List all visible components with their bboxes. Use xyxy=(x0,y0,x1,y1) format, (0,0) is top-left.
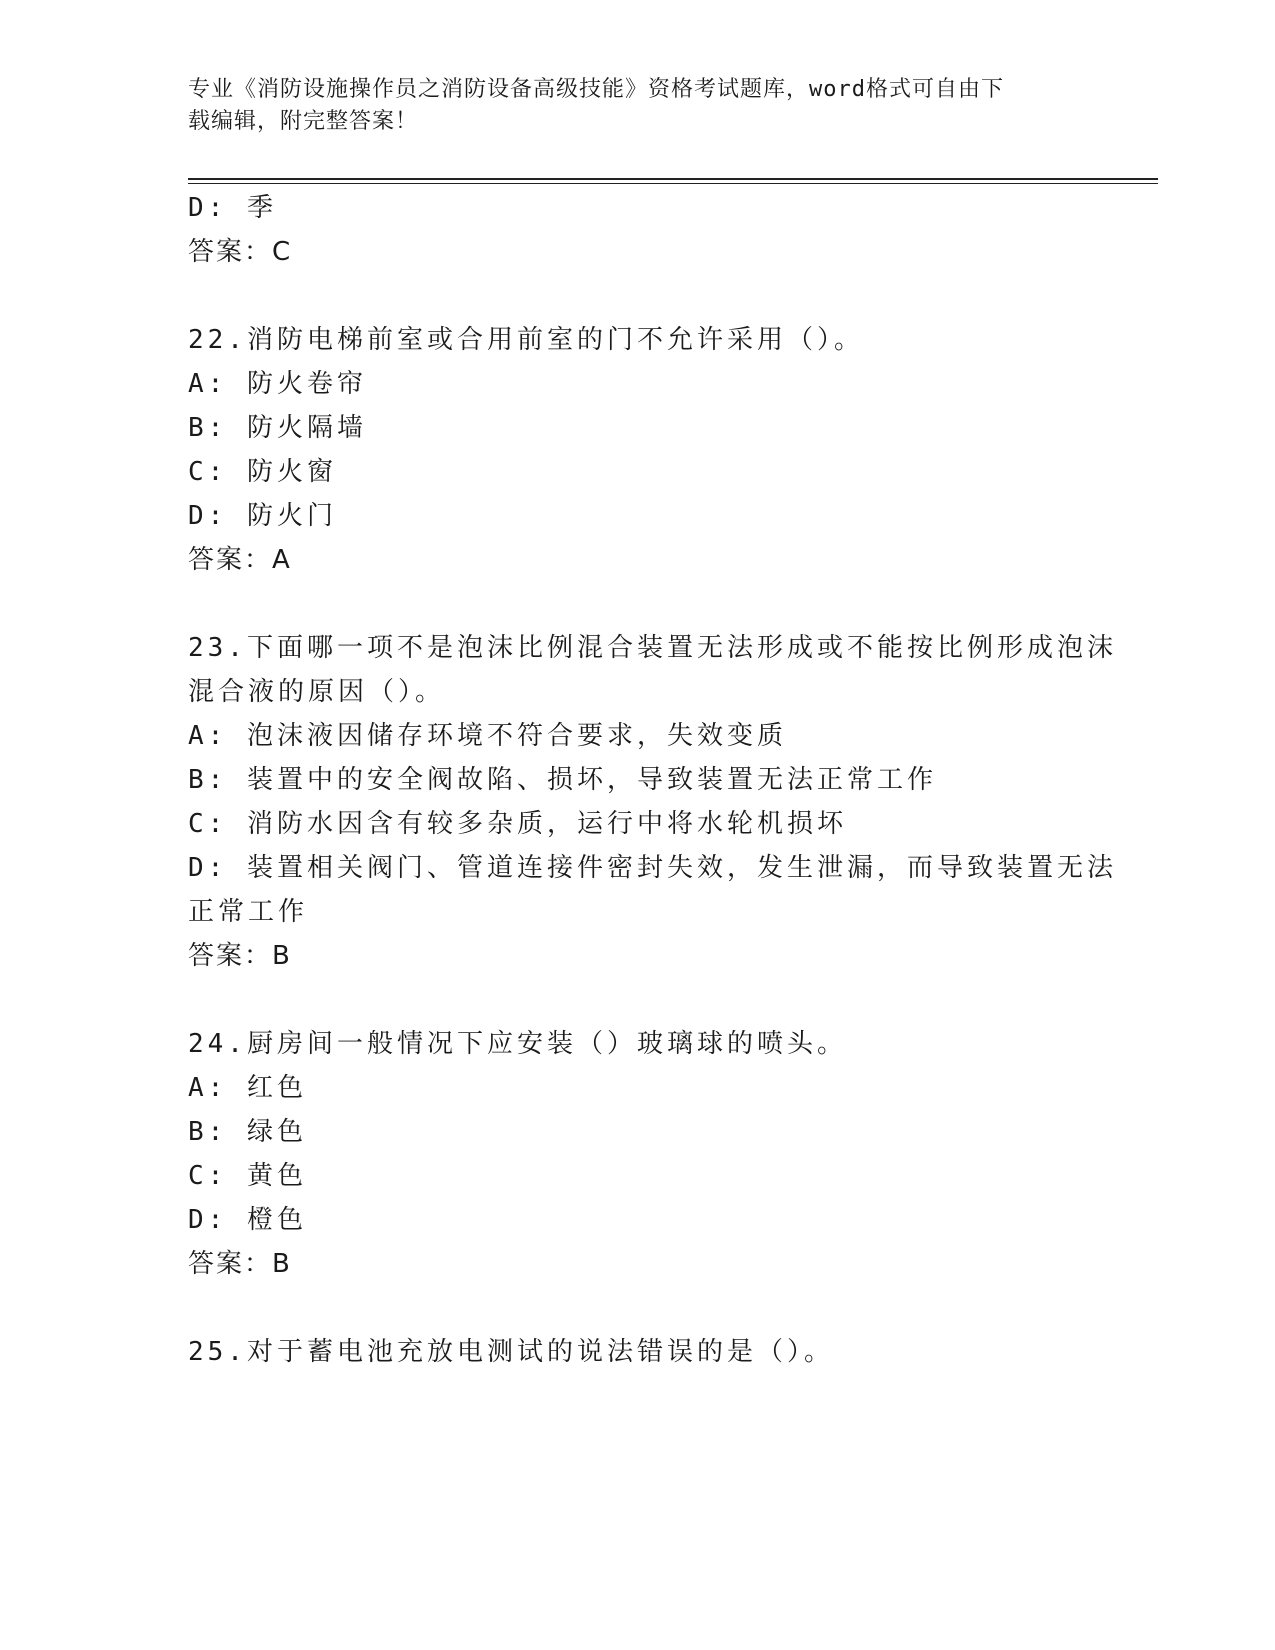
q22-stem: 22.消防电梯前室或合用前室的门不允许采用（）。 xyxy=(188,325,864,355)
document-header xyxy=(188,74,1088,138)
q23-option-d-line-2: 正常工作 xyxy=(188,897,309,927)
q25-stem: 25.对于蓄电池充放电测试的说法错误的是（）。 xyxy=(188,1337,834,1367)
q24-option-d: D: 橙色 xyxy=(188,1205,307,1235)
q22-option-b: B: 防火隔墙 xyxy=(188,413,367,443)
header-divider-thin xyxy=(188,183,1158,184)
prev-option-d: D: 季 xyxy=(188,193,277,223)
q22-option-c: C: 防火窗 xyxy=(188,457,337,487)
q22-answer: 答案：A xyxy=(188,545,292,575)
q22-option-a: A: 防火卷帘 xyxy=(188,369,367,399)
header-divider-thick xyxy=(188,178,1158,180)
q24-answer: 答案：B xyxy=(188,1249,292,1279)
q24-option-c: C: 黄色 xyxy=(188,1161,307,1191)
header-line-2: 载编辑，附完整答案！ xyxy=(188,109,419,134)
q23-option-b: B: 装置中的安全阀故陷、损坏，导致装置无法正常工作 xyxy=(188,765,937,795)
q23-option-c: C: 消防水因含有较多杂质，运行中将水轮机损坏 xyxy=(188,809,847,839)
q23-stem-line-2: 混合液的原因（）。 xyxy=(188,677,446,707)
q24-option-a: A: 红色 xyxy=(188,1073,307,1103)
q23-answer: 答案：B xyxy=(188,941,292,971)
q23-option-a: A: 泡沫液因储存环境不符合要求，失效变质 xyxy=(188,721,787,751)
q23-option-d-line-1: D: 装置相关阀门、管道连接件密封失效，发生泄漏，而导致装置无法 xyxy=(188,853,1117,883)
q22-option-d: D: 防火门 xyxy=(188,501,337,531)
q23-stem-line-1: 23.下面哪一项不是泡沫比例混合装置无法形成或不能按比例形成泡沫 xyxy=(188,633,1117,663)
q24-option-b: B: 绿色 xyxy=(188,1117,307,1147)
q24-stem: 24.厨房间一般情况下应安装（）玻璃球的喷头。 xyxy=(188,1029,847,1059)
header-line-1: 专业《消防设施操作员之消防设备高级技能》资格考试题库，word格式可自由下 xyxy=(188,77,1004,102)
prev-answer: 答案：C xyxy=(188,237,293,267)
